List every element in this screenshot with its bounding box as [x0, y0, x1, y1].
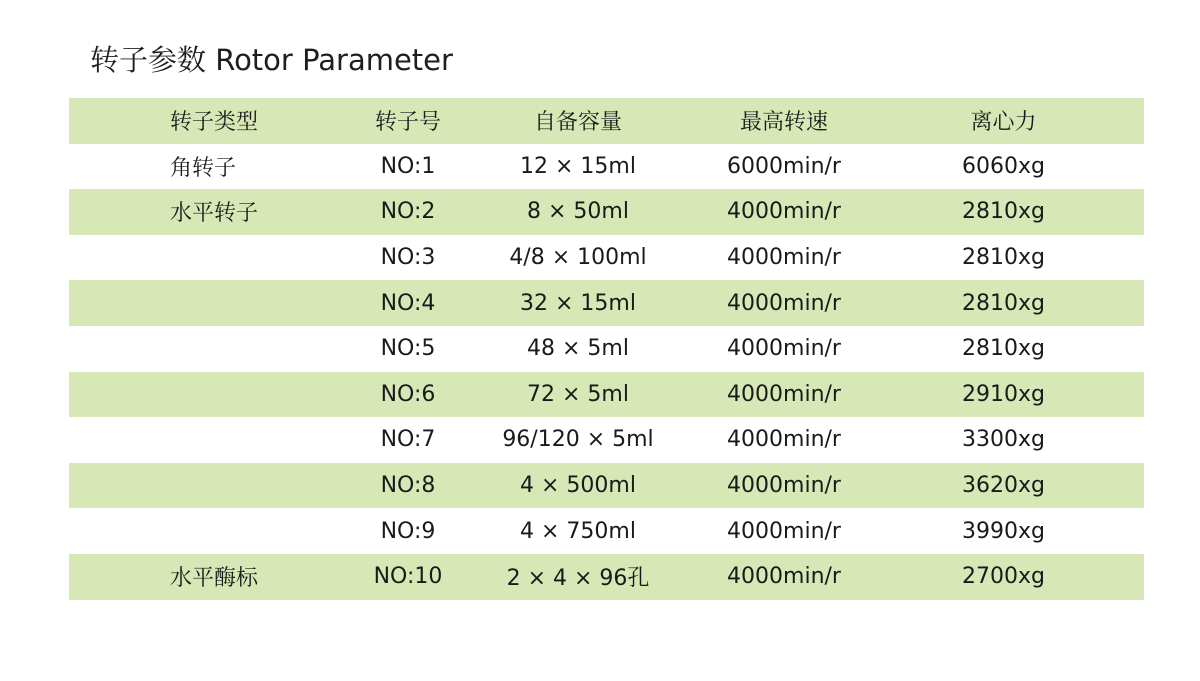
- table-row: [69, 280, 1144, 326]
- cell-rotor-type: [69, 326, 365, 372]
- cell-max-speed: 4000min/r: [705, 554, 863, 600]
- cell-centrifugal-force: 3300xg: [962, 427, 1045, 453]
- cell-rotor-type: [69, 508, 365, 554]
- cell-rotor-number: NO:9: [380, 518, 436, 544]
- cell-max-speed: 4000min/r: [705, 189, 863, 235]
- cell-capacity: 4 × 750ml: [520, 518, 636, 544]
- cell-centrifugal-force: 3620xg: [863, 463, 1144, 509]
- cell-rotor-number: NO:5: [380, 336, 436, 362]
- cell-rotor-number: NO:7: [380, 427, 436, 453]
- cell-max-speed: 4000min/r: [727, 245, 841, 271]
- cell-centrifugal-force: 2810xg: [863, 189, 1144, 235]
- table-row: [69, 463, 1144, 509]
- cell-rotor-number: NO:10: [365, 554, 451, 600]
- table-header-row: [69, 98, 1144, 144]
- cell-rotor-number: NO:1: [380, 153, 436, 179]
- cell-rotor-number: NO:3: [380, 245, 436, 271]
- table-row: [69, 554, 1144, 600]
- cell-rotor-type: [69, 372, 365, 418]
- cell-rotor-type: [69, 463, 365, 509]
- header-centrifugal-force: 离心力: [863, 98, 1144, 144]
- cell-rotor-number: NO:2: [365, 189, 451, 235]
- cell-rotor-type: [69, 235, 365, 281]
- cell-capacity: 4/8 × 100ml: [509, 245, 647, 271]
- cell-capacity: 2 × 4 × 96孔: [451, 554, 705, 600]
- cell-centrifugal-force: 6060xg: [962, 153, 1045, 179]
- header-rotor-type: 转子类型: [69, 98, 365, 144]
- header-rotor-number: 转子号: [365, 98, 451, 144]
- table-row: [69, 372, 1144, 418]
- cell-rotor-number: NO:4: [365, 280, 451, 326]
- cell-capacity: 48 × 5ml: [527, 336, 629, 362]
- cell-capacity: 12 × 15ml: [520, 153, 636, 179]
- cell-max-speed: 4000min/r: [705, 280, 863, 326]
- cell-centrifugal-force: 3990xg: [962, 518, 1045, 544]
- cell-capacity: 72 × 5ml: [451, 372, 705, 418]
- cell-centrifugal-force: 2700xg: [863, 554, 1144, 600]
- cell-rotor-type: 角转子: [170, 155, 237, 181]
- table-row: [69, 235, 1144, 281]
- table-row: [69, 417, 1144, 463]
- cell-rotor-type: 水平酶标: [69, 554, 365, 600]
- cell-rotor-number: NO:8: [365, 463, 451, 509]
- cell-max-speed: 4000min/r: [727, 427, 841, 453]
- cell-centrifugal-force: 2910xg: [863, 372, 1144, 418]
- cell-max-speed: 6000min/r: [727, 153, 841, 179]
- cell-rotor-type: [69, 280, 365, 326]
- rotor-parameter-table: [69, 98, 1144, 600]
- cell-rotor-type: 水平转子: [69, 189, 365, 235]
- cell-capacity: 32 × 15ml: [451, 280, 705, 326]
- cell-centrifugal-force: 2810xg: [962, 245, 1045, 271]
- cell-max-speed: 4000min/r: [705, 463, 863, 509]
- page-title: 转子参数 Rotor Parameter: [90, 43, 453, 77]
- cell-max-speed: 4000min/r: [727, 336, 841, 362]
- table-row: [69, 508, 1144, 554]
- cell-capacity: 96/120 × 5ml: [502, 427, 654, 453]
- cell-rotor-type: [69, 417, 365, 463]
- cell-max-speed: 4000min/r: [705, 372, 863, 418]
- table-row: [69, 326, 1144, 372]
- table-row: [69, 189, 1144, 235]
- header-max-speed: 最高转速: [705, 98, 863, 144]
- header-capacity: 自备容量: [451, 98, 705, 144]
- cell-rotor-number: NO:6: [365, 372, 451, 418]
- table-row: [69, 144, 1144, 190]
- cell-capacity: 8 × 50ml: [451, 189, 705, 235]
- cell-centrifugal-force: 2810xg: [863, 280, 1144, 326]
- cell-capacity: 4 × 500ml: [451, 463, 705, 509]
- cell-centrifugal-force: 2810xg: [962, 336, 1045, 362]
- cell-max-speed: 4000min/r: [727, 518, 841, 544]
